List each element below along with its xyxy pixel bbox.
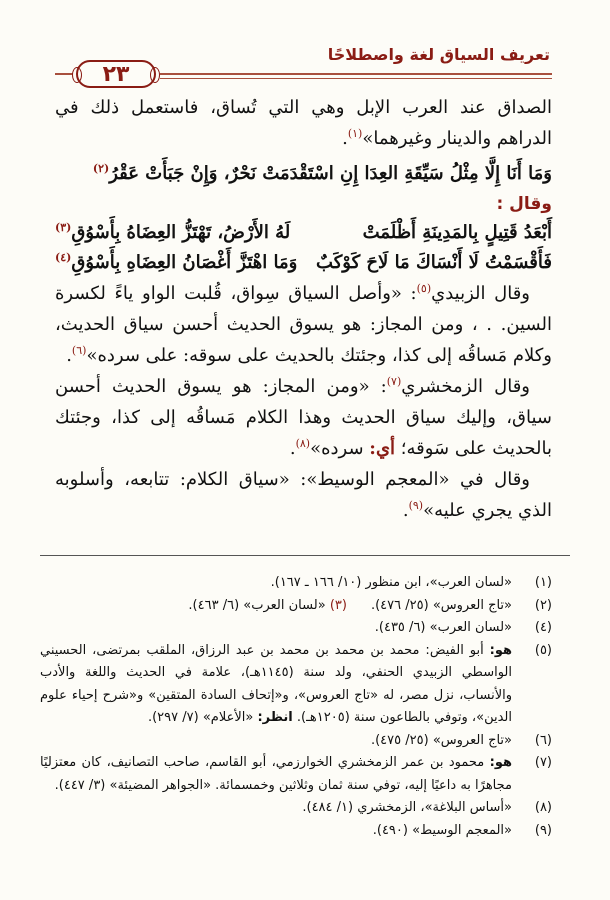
header-rule: [160, 73, 552, 75]
footnote-2: «تاج العروس» (٢٥/ ٤٧٦).: [370, 597, 512, 613]
footnote-separator: [40, 555, 570, 556]
page-number-frame: [76, 60, 156, 88]
footnote-5: (٥) هو: أبو الفيض: محمد بن محمد بن محمد بن عبد الرزاق، الملقب بمرتضى، الحسيني الواسطي الزبيدي الحنفي، ولد سنة (١١٤٥هـ)، علامة في الحديث واللغة والأدب والأنساب، نزل مصر، له «تاج العروس»، و«إتحاف السادة المتقين» و«شرح إحياء علوم الدين»، وتوفي بالطاعون سنة (١٢٠٥هـ). انظر: «الأعلام» (٧/ ٢٩٧).: [40, 642, 552, 725]
footnote-ref-7[interactable]: (٧): [386, 375, 402, 388]
verse-3-right: فَأَقْسَمْتُ لَا أَنْسَاكَ مَا لَاحَ كَوْكَبٌ: [316, 252, 552, 273]
footnote-ref-9[interactable]: (٩): [408, 499, 424, 512]
footnotes: [40, 572, 552, 842]
footnote-7: (٧) هو: محمود بن عمر الزمخشري الخوارزمي، أبو القاسم، صاحب التصانيف، كان معتزليًا مجاهرًا به داعيًا إليه، توفي سنة ثمان وثلاثين وخمسمائة. «الجواهر المضيئة» (٣/ ٤٤٧).: [40, 755, 552, 793]
page-number: ٢٣: [102, 61, 130, 87]
footnote-ref-5[interactable]: (٥): [416, 282, 432, 295]
verse-2: [55, 218, 552, 248]
header-rule-left: [55, 73, 73, 75]
verse-1: وَمَا أَنَا إِلَّا مِثْلُ سَيِّقَةِ العِدَا إِنِ اسْتَقْدَمَتْ نَحْرٌ، وَإِنْ جَبَأَتْ عَقْرُ$^{(٢)}$: [92, 162, 552, 184]
footnote-ref-2[interactable]: (٢): [92, 162, 110, 175]
ay-label: أي:: [369, 438, 396, 459]
running-header-title: تعريف السياق لغة واصطلاحًا: [327, 45, 550, 64]
header-rule-thin: [160, 78, 552, 79]
paragraph-wasit: وقال في «المعجم الوسيط»: «سياق الكلام: تتابعه، وأسلوبه الذي يجري عليه»$^{(٩)}$.: [55, 469, 552, 521]
footnote-ref-8[interactable]: (٨): [295, 437, 311, 450]
footnote-2-3: (٢) «تاج العروس» (٢٥/ ٤٧٦). (٣) «لسان العرب» (٦/ ٤٦٣).: [40, 595, 552, 618]
footnote-ref-4[interactable]: (٤): [55, 251, 72, 264]
footnote-4: (٤) «لسان العرب» (٦/ ٤٣٥).: [374, 620, 552, 635]
verse-3: [55, 248, 552, 278]
verse-2-right: أَبْعَدُ قَتِيلٍ بِالمَدِينَةِ أَظْلَمَتْ: [362, 222, 552, 243]
footnote-1: (١) «لسان العرب»، ابن منظور (١٠/ ١٦٦ ـ ١٦٧).: [270, 575, 552, 590]
paragraph-zabidi: وقال الزبيدي$^{(٥)}$: «وأصل السياق سِواق، قُلبت الواو ياءً لكسرة السين. . ، ومن المجاز: هو يسوق الحديث أحسن سياق الحديث، وكلام مَساقُه إلى كذا، وجئتك بالحديث على سوقه: على سرده»$^{(٦)}$.: [55, 282, 552, 366]
main-text: [55, 92, 552, 526]
footnote-ref-1[interactable]: (١): [347, 127, 363, 140]
footnote-8: (٨) «أساس البلاغة»، الزمخشري (١/ ٤٨٤).: [302, 800, 552, 815]
footnote-3: (٣) «لسان العرب» (٦/ ٤٦٣).: [188, 597, 347, 613]
paragraph-zamakhshari: وقال الزمخشري$^{(٧)}$: «ومن المجاز: هو يسوق الحديث أحسن سياق، وإليك سياق الحديث وهذا الكلام مَساقُه إلى كذا، وجئتك بالحديث على سَوقه؛ أي: سرده»$^{(٨)}$.: [55, 375, 552, 459]
footnote-ref-6[interactable]: (٦): [71, 344, 87, 357]
paragraph-1: الصداق عند العرب الإبل وهي التي تُساق، فاستعمل ذلك في الدراهم والدينار وغيرهما»$^{(١)}$.: [55, 97, 552, 149]
footnote-9: (٩) «المعجم الوسيط» (٤٩٠).: [372, 822, 552, 838]
verse-2-left: لَهُ الأَرْضُ، تَهْتَزُّ العِضَاهُ بِأَسْوُقِ$^{(٣)}$: [55, 221, 291, 243]
footnote-6: (٦) «تاج العروس» (٢٥/ ٤٧٥).: [370, 732, 552, 748]
verse-3-left: وَمَا اهْتَزَّ أَغْصَانُ العِضَاهِ بِأَسْوُقِ$^{(٤)}$: [55, 251, 298, 273]
said-label: وقال :: [496, 194, 552, 214]
footnote-ref-3[interactable]: (٣): [55, 221, 72, 234]
